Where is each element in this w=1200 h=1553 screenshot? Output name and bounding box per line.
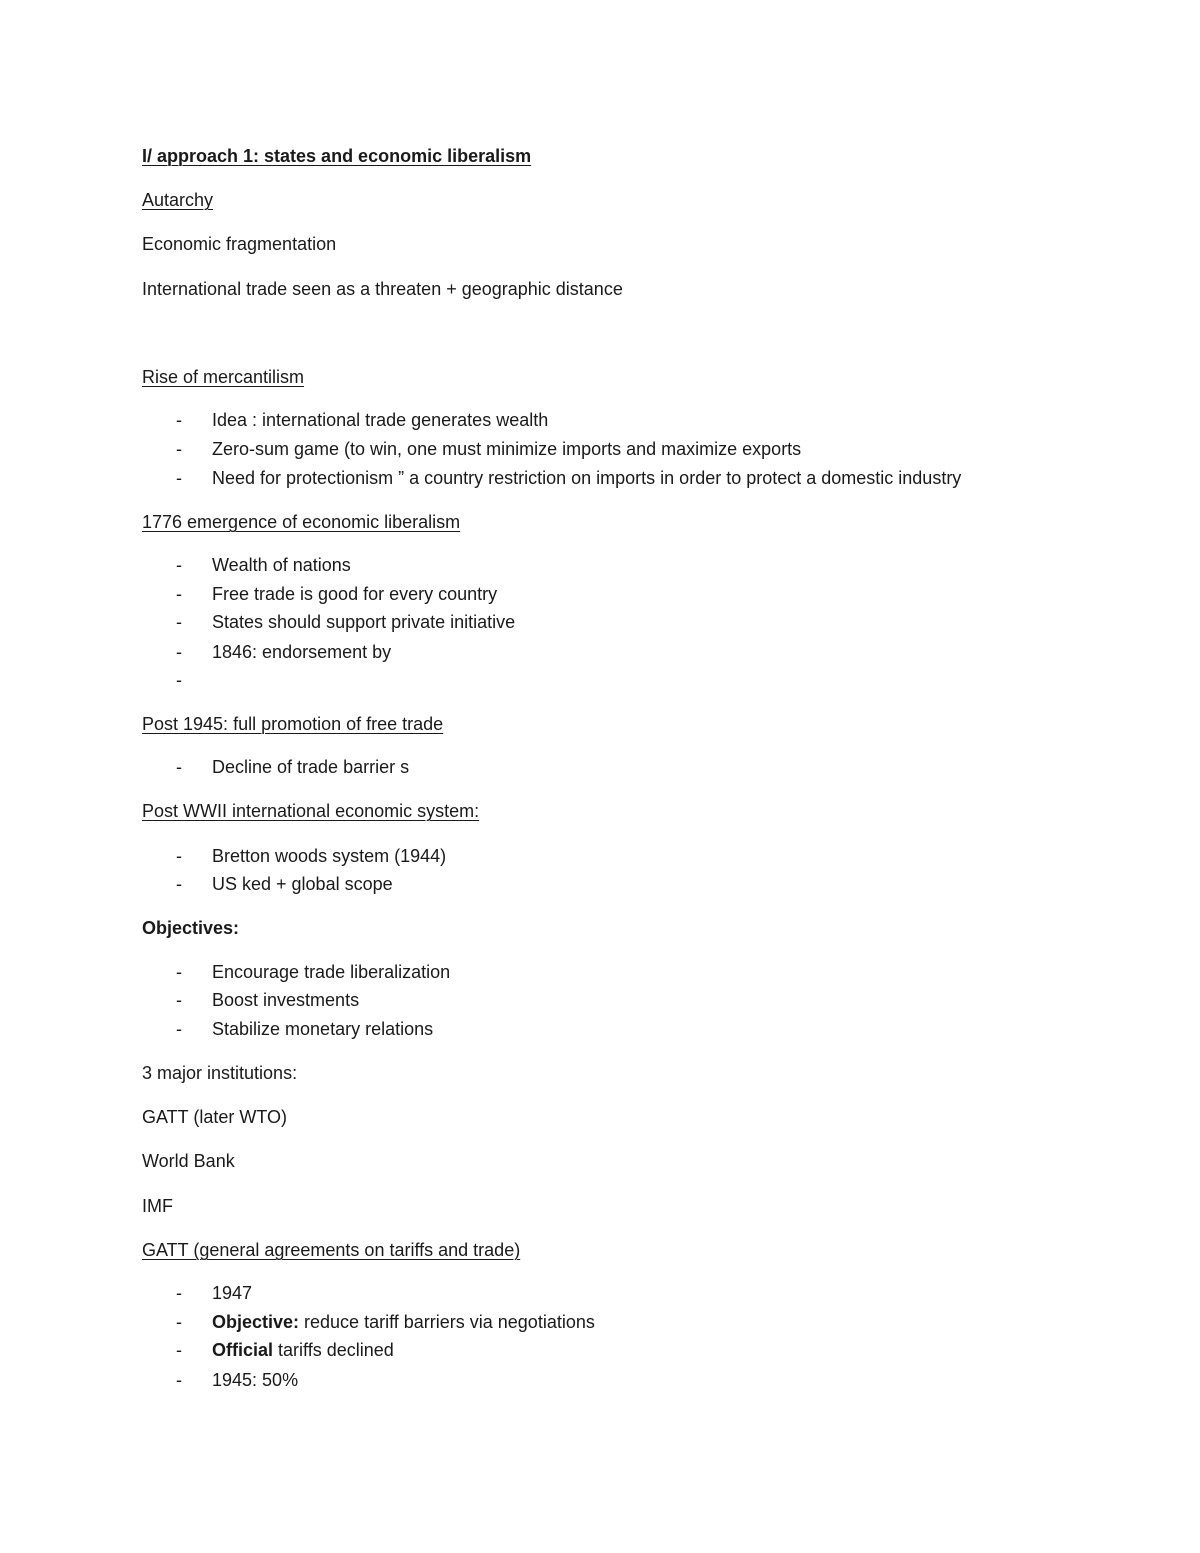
bullet-dash: - [176,1370,182,1390]
list-item [176,583,497,605]
list-item [176,409,548,431]
list-item-label: Objective: [212,1312,300,1332]
list-item [176,554,351,576]
bullet-dash: - [176,962,182,982]
list-item [176,873,393,895]
post1945-heading: Post 1945: full promotion of free trade [142,714,444,734]
list-item-text: Stabilize monetary relations [212,1019,434,1039]
fragmentation-text: Economic fragmentation [142,234,337,254]
list-item-text: States should support private initiative [212,612,516,632]
list-item-text: 1846: endorsement by [212,642,392,662]
bullet-dash: - [176,1019,182,1039]
postwwii-heading: Post WWII international economic system: [142,801,480,821]
list-item [176,989,359,1011]
institutions-heading: 3 major institutions: [142,1063,298,1083]
list-item-text: Decline of trade barrier s [212,757,410,777]
list-item [176,669,212,691]
list-item-text: Wealth of nations [212,555,351,575]
list-item-text: Need for protectionism ” a country restriction on imports in order to protect a domestic industry [212,468,962,488]
bullet-dash: - [176,874,182,894]
list-item [176,438,801,460]
trade-threat-text: International trade seen as a threaten + geographic distance [142,279,623,299]
list-item-text: Free trade is good for every country [212,584,498,604]
bullet-dash: - [176,468,182,488]
list-item-text: Idea : international trade generates wealth [212,410,549,430]
list-item [176,641,391,663]
objectives-heading: Objectives: [142,918,240,938]
list-item [176,1282,252,1304]
list-item-label: Official [212,1340,274,1360]
list-item [176,1311,595,1333]
bullet-dash: - [176,1283,182,1303]
list-item-text: Encourage trade liberalization [212,962,451,982]
bullet-dash: - [176,642,182,662]
list-item [176,1339,394,1361]
list-item-text: Zero-sum game (to win, one must minimize imports and maximize exports [212,439,802,459]
list-item [176,756,409,778]
institution-gatt: GATT (later WTO) [142,1107,288,1127]
list-item [176,845,446,867]
bullet-dash: - [176,670,182,690]
mercantilism-heading: Rise of mercantilism [142,367,305,387]
liberalism-heading: 1776 emergence of economic liberalism [142,512,461,532]
list-item-text: US ked + global scope [212,874,393,894]
bullet-dash: - [176,612,182,632]
list-item [176,1018,433,1040]
bullet-dash: - [176,846,182,866]
list-item-text: tariffs declined [273,1340,394,1360]
list-item-text: Bretton woods system (1944) [212,846,447,866]
list-item-text: Boost investments [212,990,360,1010]
list-item [176,1369,298,1391]
institution-imf: IMF [142,1196,173,1216]
bullet-dash: - [176,990,182,1010]
bullet-dash: - [176,757,182,777]
institution-world-bank: World Bank [142,1151,235,1171]
bullet-dash: - [176,1340,182,1360]
list-item [176,961,450,983]
gatt-heading: GATT (general agreements on tariffs and trade) [142,1240,521,1260]
bullet-dash: - [176,410,182,430]
bullet-dash: - [176,555,182,575]
list-item [176,611,515,633]
list-item-text: reduce tariff barriers via negotiations [299,1312,595,1332]
section-heading: I/ approach 1: states and economic liberalism [142,146,532,166]
autarchy-heading: Autarchy [142,190,214,210]
list-item-text: 1945: 50% [212,1370,299,1390]
bullet-dash: - [176,584,182,604]
bullet-dash: - [176,1312,182,1332]
list-item [176,467,961,489]
list-item-text: 1947 [212,1283,253,1303]
bullet-dash: - [176,439,182,459]
